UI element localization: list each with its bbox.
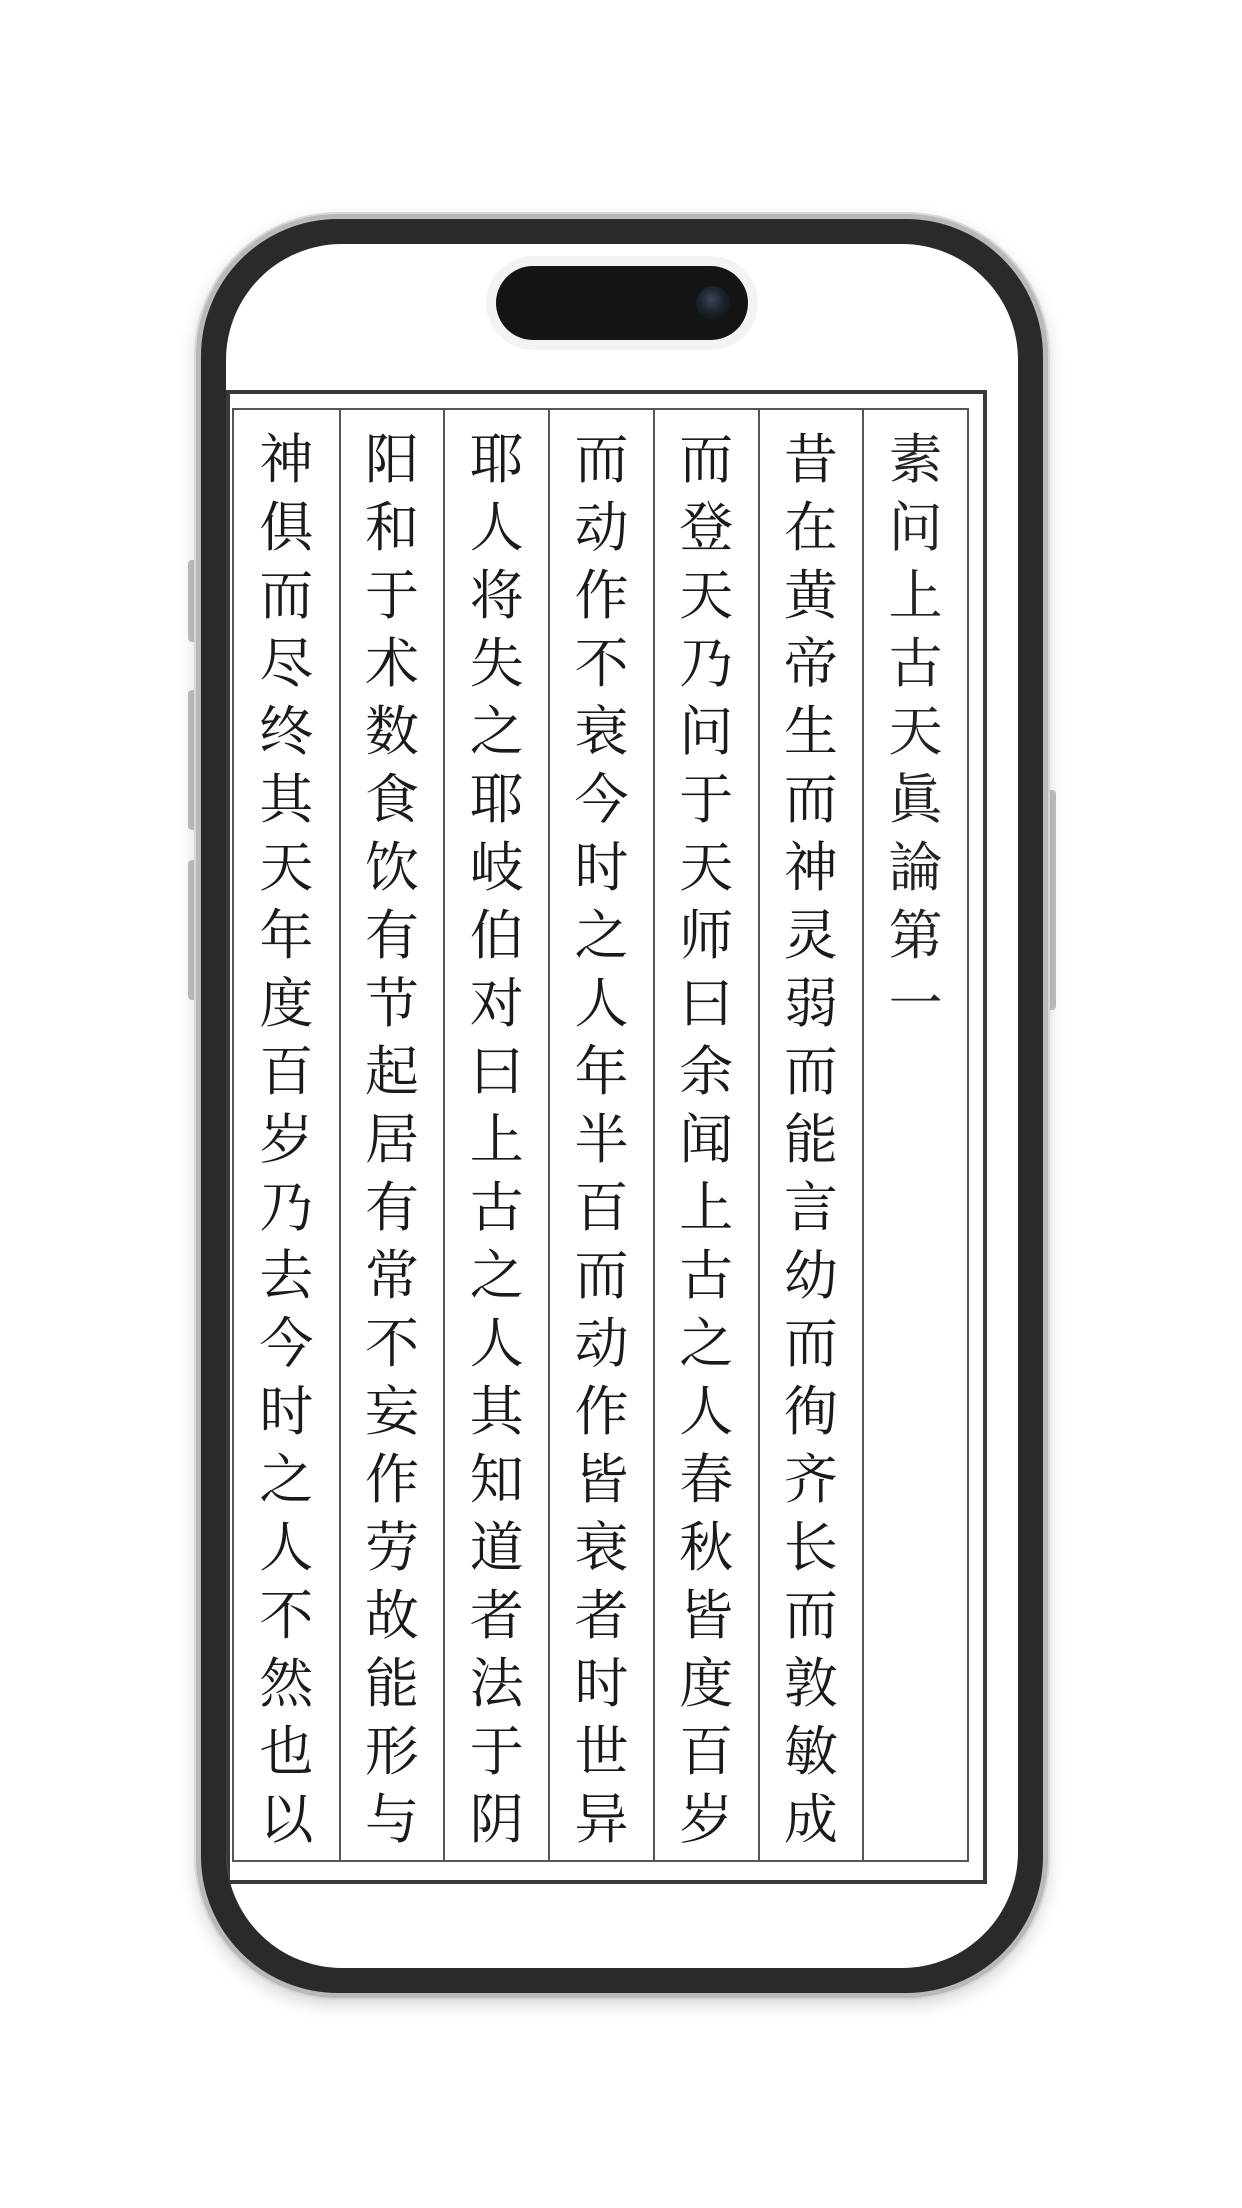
character: 之 [259, 1448, 314, 1511]
character: 故 [365, 1584, 420, 1647]
character: 人 [469, 1312, 524, 1375]
character: 之 [469, 1244, 524, 1307]
character: 上 [888, 564, 943, 627]
character: 百 [259, 1040, 314, 1103]
character: 天 [259, 836, 314, 899]
character: 师 [679, 904, 734, 967]
character: 成 [783, 1788, 838, 1851]
character: 乃 [679, 632, 734, 695]
character: 皆 [679, 1584, 734, 1647]
text-grid [232, 408, 969, 1862]
character: 能 [365, 1652, 420, 1715]
character: 能 [783, 1108, 838, 1171]
character: 皆 [574, 1448, 629, 1511]
character: 然 [259, 1652, 314, 1715]
character: 度 [259, 972, 314, 1035]
character: 长 [783, 1516, 838, 1579]
character: 人 [469, 496, 524, 559]
character: 之 [469, 700, 524, 763]
character: 形 [365, 1720, 420, 1783]
text-column [443, 410, 548, 1860]
character: 昔 [783, 428, 838, 491]
character: 者 [469, 1584, 524, 1647]
character: 年 [259, 904, 314, 967]
character: 失 [469, 632, 524, 695]
character: 阴 [469, 1788, 524, 1851]
character: 岁 [679, 1788, 734, 1851]
character: 和 [365, 496, 420, 559]
character: 与 [365, 1788, 420, 1851]
character: 动 [574, 1312, 629, 1375]
dynamic-island [496, 266, 748, 340]
character: 敦 [783, 1652, 838, 1715]
text-column [653, 410, 758, 1860]
character: 其 [469, 1380, 524, 1443]
character: 人 [259, 1516, 314, 1579]
character: 素 [888, 428, 943, 491]
character: 第 [888, 904, 943, 967]
character: 时 [574, 836, 629, 899]
character: 而 [679, 428, 734, 491]
character: 时 [574, 1652, 629, 1715]
character: 常 [365, 1244, 420, 1307]
character: 不 [365, 1312, 420, 1375]
character: 以 [259, 1788, 314, 1851]
character: 节 [365, 972, 420, 1035]
character: 知 [469, 1448, 524, 1511]
character: 于 [469, 1720, 524, 1783]
character: 古 [679, 1244, 734, 1307]
character: 者 [574, 1584, 629, 1647]
character: 乃 [259, 1176, 314, 1239]
character: 将 [469, 564, 524, 627]
character: 今 [259, 1312, 314, 1375]
character: 而 [783, 1584, 838, 1647]
character: 作 [365, 1448, 420, 1511]
character: 言 [783, 1176, 838, 1239]
page-border [226, 390, 987, 1884]
character: 阳 [365, 428, 420, 491]
character: 余 [679, 1040, 734, 1103]
character: 黄 [783, 564, 838, 627]
character: 作 [574, 1380, 629, 1443]
character: 异 [574, 1788, 629, 1851]
camera-icon [696, 286, 730, 320]
character: 天 [679, 836, 734, 899]
character: 半 [574, 1108, 629, 1171]
character: 耶 [469, 768, 524, 831]
character: 天 [888, 700, 943, 763]
character: 而 [574, 428, 629, 491]
character: 之 [574, 904, 629, 967]
text-column [758, 410, 863, 1860]
character: 敏 [783, 1720, 838, 1783]
character: 眞 [888, 768, 943, 831]
character: 其 [259, 768, 314, 831]
character: 不 [259, 1584, 314, 1647]
character: 秋 [679, 1516, 734, 1579]
character: 饮 [365, 836, 420, 899]
character: 有 [365, 904, 420, 967]
character: 也 [259, 1720, 314, 1783]
character: 时 [259, 1380, 314, 1443]
character: 曰 [469, 1040, 524, 1103]
character: 衰 [574, 1516, 629, 1579]
character: 伯 [469, 904, 524, 967]
character: 論 [888, 836, 943, 899]
character: 术 [365, 632, 420, 695]
character: 数 [365, 700, 420, 763]
character: 食 [365, 768, 420, 831]
character: 作 [574, 564, 629, 627]
character: 法 [469, 1652, 524, 1715]
character: 之 [679, 1312, 734, 1375]
character: 而 [783, 1312, 838, 1375]
character: 在 [783, 496, 838, 559]
character: 而 [259, 564, 314, 627]
character: 终 [259, 700, 314, 763]
character: 动 [574, 496, 629, 559]
character: 不 [574, 632, 629, 695]
character: 上 [469, 1108, 524, 1171]
character: 曰 [679, 972, 734, 1035]
character: 衰 [574, 700, 629, 763]
character: 今 [574, 768, 629, 831]
character: 人 [679, 1380, 734, 1443]
text-column [339, 410, 444, 1860]
character: 有 [365, 1176, 420, 1239]
character: 妄 [365, 1380, 420, 1443]
character: 居 [365, 1108, 420, 1171]
character: 弱 [783, 972, 838, 1035]
text-column [548, 410, 653, 1860]
character: 生 [783, 700, 838, 763]
character: 尽 [259, 632, 314, 695]
character: 徇 [783, 1380, 838, 1443]
chapter-title [862, 410, 967, 1860]
character: 帝 [783, 632, 838, 695]
character: 对 [469, 972, 524, 1035]
character: 度 [679, 1652, 734, 1715]
character: 闻 [679, 1108, 734, 1171]
character: 神 [783, 836, 838, 899]
character: 道 [469, 1516, 524, 1579]
character: 上 [679, 1176, 734, 1239]
phone-screen [226, 244, 1018, 1968]
character: 登 [679, 496, 734, 559]
character: 世 [574, 1720, 629, 1783]
character: 齐 [783, 1448, 838, 1511]
character: 古 [888, 632, 943, 695]
text-column [234, 410, 339, 1860]
character: 起 [365, 1040, 420, 1103]
character: 幼 [783, 1244, 838, 1307]
character: 春 [679, 1448, 734, 1511]
character: 百 [574, 1176, 629, 1239]
character: 而 [574, 1244, 629, 1307]
character: 于 [679, 768, 734, 831]
character: 而 [783, 768, 838, 831]
character: 劳 [365, 1516, 420, 1579]
character: 天 [679, 564, 734, 627]
character: 问 [888, 496, 943, 559]
character: 去 [259, 1244, 314, 1307]
character: 古 [469, 1176, 524, 1239]
character: 于 [365, 564, 420, 627]
character: 一 [888, 972, 943, 1035]
character: 岁 [259, 1108, 314, 1171]
character: 问 [679, 700, 734, 763]
character: 而 [783, 1040, 838, 1103]
character: 岐 [469, 836, 524, 899]
character: 灵 [783, 904, 838, 967]
character: 年 [574, 1040, 629, 1103]
character: 人 [574, 972, 629, 1035]
character: 神 [259, 428, 314, 491]
character: 耶 [469, 428, 524, 491]
character: 俱 [259, 496, 314, 559]
character: 百 [679, 1720, 734, 1783]
